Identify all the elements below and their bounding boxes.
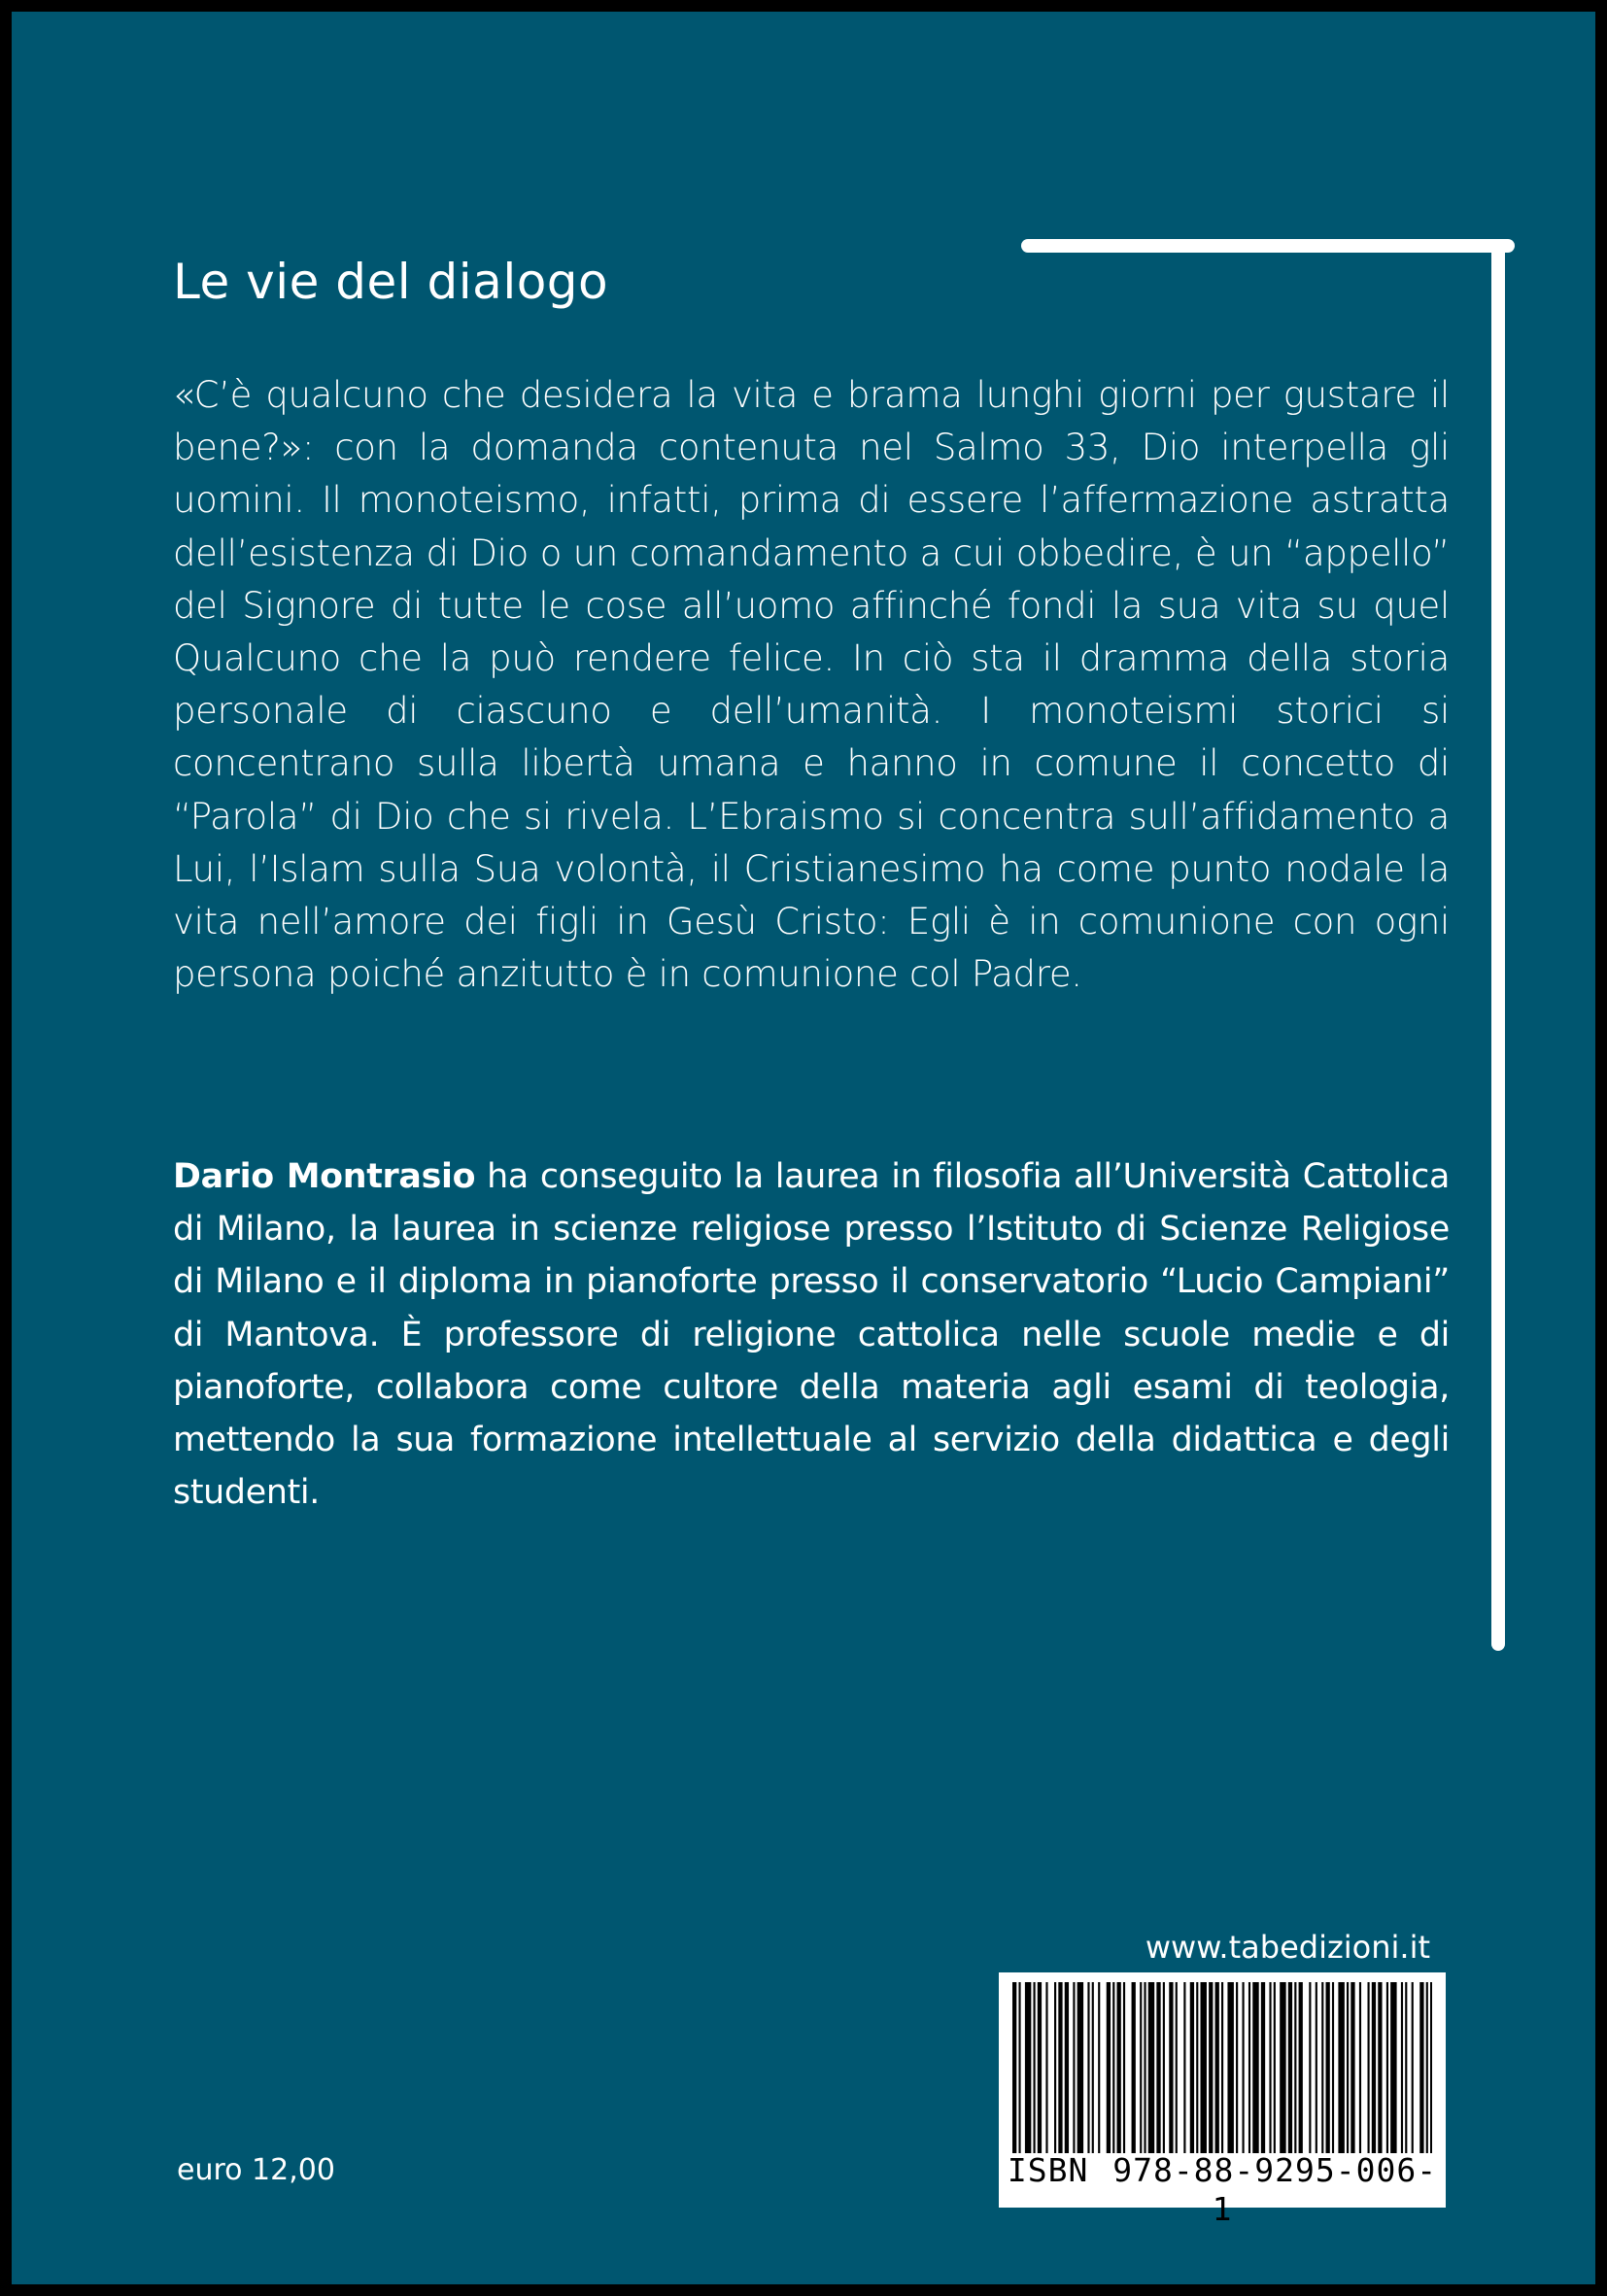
barcode-bar [1107, 1982, 1111, 2153]
barcode-bar [1018, 1982, 1020, 2153]
barcode-bar [1045, 1982, 1047, 2153]
barcode-bar [1274, 1982, 1276, 2153]
barcode-bar [1025, 1982, 1031, 2153]
barcode-bar [1148, 1982, 1154, 2153]
barcode-bar [1038, 1982, 1042, 2153]
barcode-bar [1092, 1982, 1094, 2153]
barcode-bar [1140, 1982, 1142, 2153]
barcode-bar [1065, 1982, 1069, 2153]
barcode-bar [1073, 1982, 1075, 2153]
barcode-bar [1401, 1982, 1403, 2153]
author-bio [173, 1150, 1450, 1519]
barcode-bar [1112, 1982, 1114, 2153]
barcode-bar [1176, 1982, 1178, 2153]
barcode-bar [1209, 1982, 1213, 2153]
barcode-bar [1316, 1982, 1317, 2153]
price: euro 12,00 [177, 2153, 335, 2187]
barcode-bar [1378, 1982, 1382, 2153]
barcode-bar [1183, 1982, 1185, 2153]
barcode-bar [1372, 1982, 1376, 2153]
barcode-bar [1280, 1982, 1285, 2153]
book-title: Le vie del dialogo [173, 254, 609, 310]
barcode-bar [1426, 1982, 1428, 2153]
barcode-bar [1058, 1982, 1062, 2153]
barcode-bar [1359, 1982, 1361, 2153]
author-name: Dario Montrasio [173, 1157, 476, 1196]
barcode-bar [1163, 1982, 1165, 2153]
barcode-bar [1261, 1982, 1265, 2153]
barcode-bar [1077, 1982, 1083, 2153]
barcode-bars [1012, 1982, 1432, 2153]
isbn-number: ISBN 978-88-9295-006-1 [1007, 2151, 1438, 2228]
barcode-bar [1169, 1982, 1173, 2153]
barcode-bar [1412, 1982, 1414, 2153]
barcode-bar [1243, 1982, 1245, 2153]
barcode-bar [1156, 1982, 1160, 2153]
publisher-website: www.tabedizioni.it [1145, 1929, 1430, 1966]
barcode-bar [1236, 1982, 1238, 2153]
frame-top-line [1021, 239, 1515, 253]
barcode-bar [1190, 1982, 1194, 2153]
barcode-bar [1338, 1982, 1344, 2153]
barcode-bar [1347, 1982, 1349, 2153]
barcode-bar [1252, 1982, 1258, 2153]
barcode-bar [1368, 1982, 1370, 2153]
barcode-bar [1215, 1982, 1219, 2153]
barcode-bar [1269, 1982, 1271, 2153]
back-cover [12, 12, 1595, 2284]
barcode-bar [1034, 1982, 1036, 2153]
barcode-bar [1321, 1982, 1323, 2153]
barcode-bar [1405, 1982, 1407, 2153]
barcode-bar [1098, 1982, 1100, 2153]
barcode-bar [1054, 1982, 1056, 2153]
barcode-bar [1390, 1982, 1396, 2153]
barcode-bar [1351, 1982, 1354, 2153]
barcode-bar [1132, 1982, 1136, 2153]
barcode-bar [1309, 1982, 1311, 2153]
barcode-bar [1332, 1982, 1334, 2153]
barcode-bar [1248, 1982, 1250, 2153]
barcode-bar [1201, 1982, 1207, 2153]
barcode-bar [1430, 1982, 1432, 2153]
barcode-bar [1221, 1982, 1223, 2153]
barcode-bar [1012, 1982, 1016, 2153]
barcode-bar [1419, 1982, 1423, 2153]
frame-right-line [1491, 239, 1505, 1651]
author-bio-text: ha conseguito la laurea in filosofia all’Università Cattolica di Milano, la laurea in scienze religiose presso l’Istituto di Scienze Religiose di Milano e il diploma in pianoforte presso il conservatorio “Lucio Campiani” di Mantova. È professore di religione cattolica nelle scuole medie e di pianoforte, collabora come cultore della materia agli esami di teologia, mettendo la sua formazione intellettuale al servizio della didattica e degli studenti. [173, 1157, 1450, 1513]
barcode-bar [1123, 1982, 1125, 2153]
barcode-bar [1386, 1982, 1388, 2153]
barcode-bar [1326, 1982, 1330, 2153]
barcode-bar [1196, 1982, 1198, 2153]
barcode-bar [1288, 1982, 1292, 2153]
barcode-bar [1299, 1982, 1303, 2153]
barcode-bar [1294, 1982, 1296, 2153]
barcode-bar [1087, 1982, 1089, 2153]
book-blurb: «C’è qualcuno che desidera la vita e brama lunghi giorni per gustare il bene?»: con la domanda contenuta nel Salmo 33, Dio interpella gli uomini. Il monoteismo, infatti, prima di essere l’affermazione astratta dell’esistenza di Dio o un comandamento a cui obbedire, è un “appello” del Signore di tutte le cose all’uomo affinché fondi la sua vita su quel Qualcuno che la può rendere felice. In ciò sta il dramma della storia personale di ciascuno e dell’umanità. I monoteismi storici si concentrano sulla libertà umana e hanno in comune il concetto di “Parola” di Dio che si rivela. L’Ebraismo si concentra sull’affidamento a Lui, l’Islam sulla Sua volontà, il Cristianesimo ha come punto nodale la vita nell’amore dei figli in Gesù Cristo: Egli è in comunione con ogni persona poiché anzitutto è in comunione col Padre. [173, 374, 1450, 996]
barcode-bar [1144, 1982, 1145, 2153]
barcode-bar [1117, 1982, 1121, 2153]
barcode-bar [1227, 1982, 1233, 2153]
